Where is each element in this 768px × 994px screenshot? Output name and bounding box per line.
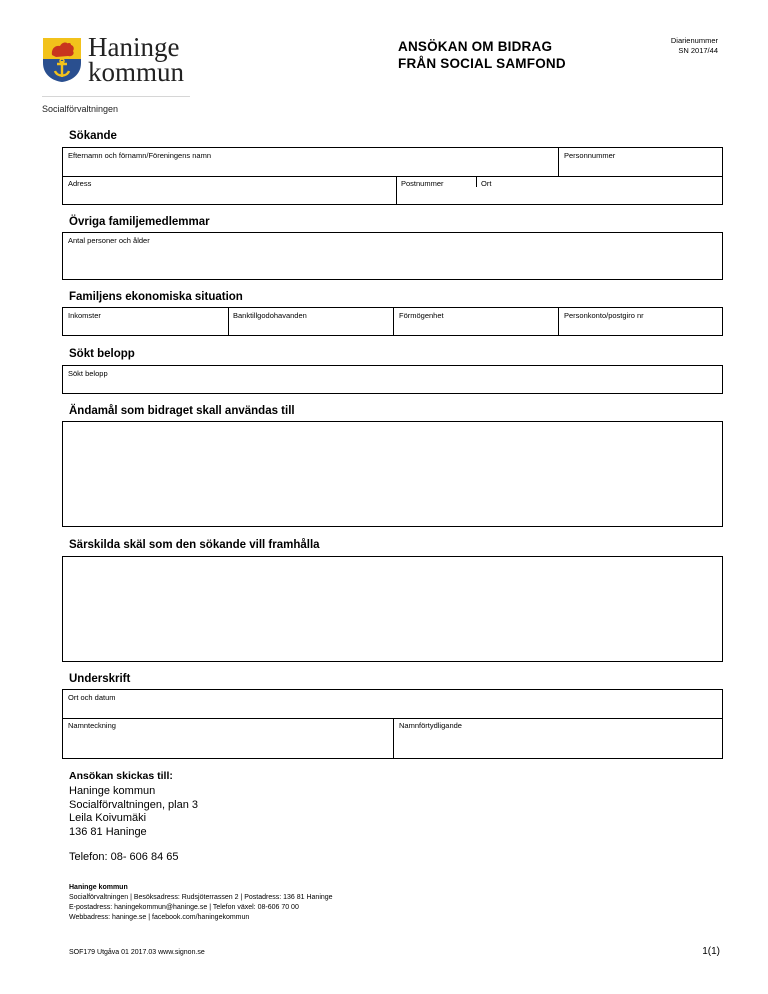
form-id: SOF179 Utgåva 01 2017.03 www.signon.se xyxy=(69,949,205,956)
name-field[interactable]: Efternamn och förnamn/Föreningens namn xyxy=(68,151,211,160)
banktillgodohavanden-field[interactable]: Banktillgodohavanden xyxy=(233,311,307,320)
familj-field-label: Antal personer och ålder xyxy=(68,236,150,245)
personnummer-field[interactable]: Personnummer xyxy=(564,151,616,160)
divider xyxy=(476,176,477,187)
department-name: Socialförvaltningen xyxy=(42,104,119,114)
section-heading-skal: Särskilda skäl som den sökande vill framhålla xyxy=(69,539,320,551)
skal-textarea[interactable] xyxy=(62,556,723,662)
haninge-coat-of-arms-icon xyxy=(42,37,82,83)
namnteckning-field[interactable]: Namnteckning xyxy=(68,721,116,730)
footer-line: E-postadress: haningekommun@haninge.se | Telefon växel: 08-606 70 00 xyxy=(69,904,299,911)
ort-datum-field[interactable]: Ort och datum xyxy=(68,693,116,702)
divider xyxy=(393,718,394,758)
address-field[interactable]: Adress xyxy=(68,179,92,188)
familj-box[interactable] xyxy=(62,232,723,280)
andamal-textarea[interactable] xyxy=(62,421,723,527)
page-number: 1(1) xyxy=(702,946,720,957)
form-title xyxy=(398,38,566,72)
diarie-label: Diarienummer xyxy=(670,36,718,45)
logo-line-1: Haninge xyxy=(88,32,180,62)
belopp-box[interactable] xyxy=(62,365,723,394)
footer-org xyxy=(69,883,128,892)
section-heading-andamal: Ändamål som bidraget skall användas till xyxy=(69,405,295,417)
personkonto-field[interactable]: Personkonto/postgiro nr xyxy=(564,311,644,320)
postnummer-field[interactable]: Postnummer xyxy=(401,179,444,188)
divider xyxy=(396,176,397,204)
divider xyxy=(228,308,229,335)
logo-wordmark xyxy=(88,32,185,87)
underskrift-box xyxy=(62,689,723,759)
section-heading-sokande: Sökande xyxy=(69,130,117,142)
inkomster-field[interactable]: Inkomster xyxy=(68,311,101,320)
send-to-line: Haninge kommun xyxy=(69,785,156,797)
diarie-block xyxy=(610,36,718,56)
section-heading-underskrift: Underskrift xyxy=(69,673,131,685)
section-heading-belopp: Sökt belopp xyxy=(69,348,135,360)
send-to-line: Socialförvaltningen, plan 3 xyxy=(69,799,199,811)
form-title-line-1: ANSÖKAN OM BIDRAG xyxy=(398,39,553,54)
form-title-line-2: FRÅN SOCIAL SAMFOND xyxy=(398,56,566,71)
divider xyxy=(558,308,559,335)
footer-line: Socialförvaltningen | Besöksadress: Rudsjöterrassen 2 | Postadress: 136 81 Haninge xyxy=(69,894,333,901)
divider xyxy=(63,176,722,177)
footer-org-name: Haninge kommun xyxy=(69,884,128,891)
namnfortydligande-field[interactable]: Namnförtydligande xyxy=(399,721,462,730)
ort-field[interactable]: Ort xyxy=(481,179,492,188)
divider xyxy=(393,308,394,335)
diarie-value: SN 2017/44 xyxy=(678,46,718,55)
send-to-heading: Ansökan skickas till: xyxy=(69,770,173,782)
send-to-line: Leila Koivumäki xyxy=(69,812,147,824)
send-to-line: 136 81 Haninge xyxy=(69,826,147,838)
section-heading-ekonomi: Familjens ekonomiska situation xyxy=(69,291,243,303)
section-heading-familj: Övriga familjemedlemmar xyxy=(69,216,210,228)
send-to-phone: Telefon: 08- 606 84 65 xyxy=(69,851,179,863)
logo-divider xyxy=(42,96,190,97)
footer-line: Webbadress: haninge.se | facebook.com/haningekommun xyxy=(69,914,250,921)
sokande-box xyxy=(62,147,723,205)
ekonomi-box xyxy=(62,307,723,336)
formogenhet-field[interactable]: Förmögenhet xyxy=(399,311,444,320)
belopp-field-label: Sökt belopp xyxy=(68,369,108,378)
logo-line-2: kommun xyxy=(88,57,185,87)
divider xyxy=(558,148,559,176)
